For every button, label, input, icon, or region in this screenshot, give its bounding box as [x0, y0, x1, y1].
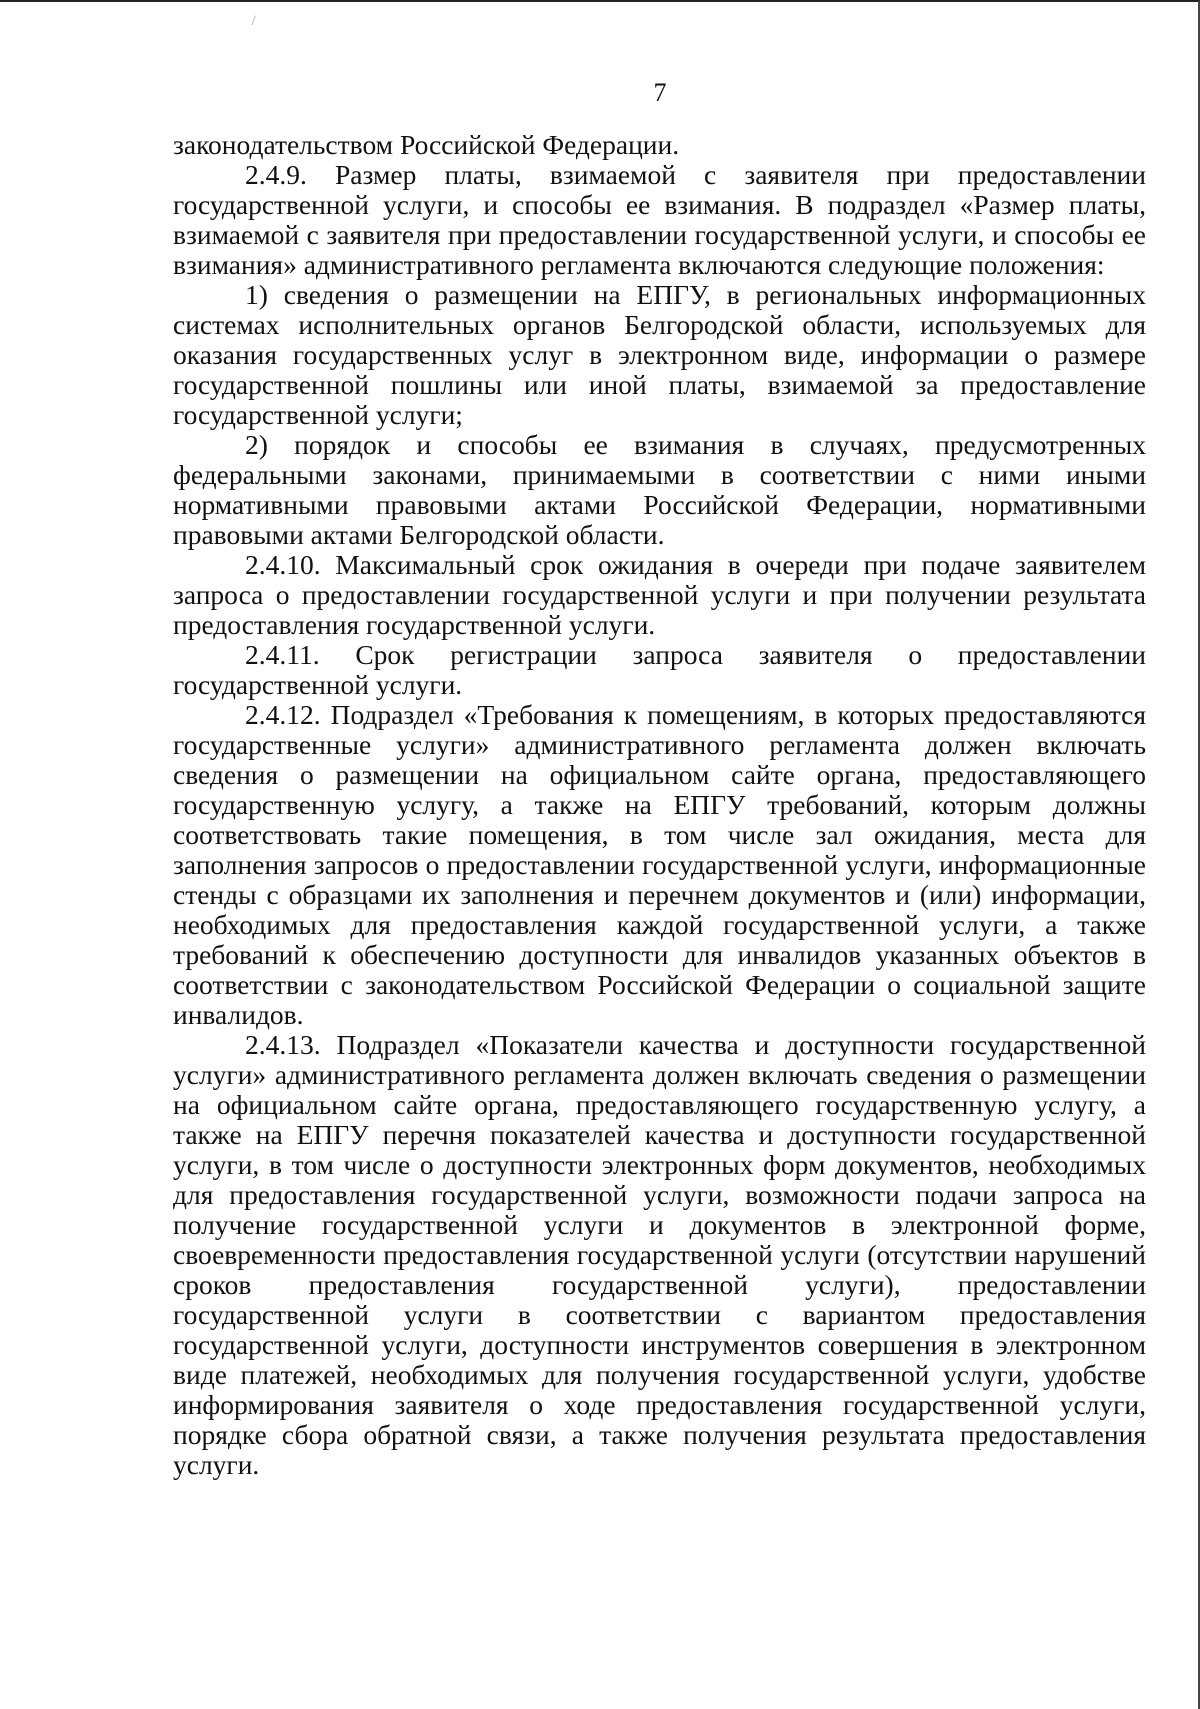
scan-artifact — [251, 15, 259, 26]
paragraph-2-4-11: 2.4.11. Срок регистрации запроса заявителя о предоставлении государственной услуги. — [173, 639, 1146, 700]
paragraph-2-4-13: 2.4.13. Подраздел «Показатели качества и доступности государственной услуги» административного регламента должен включать сведения о размещении на официальном сайте органа, предоставляющего государственную услугу, а также на ЕПГУ перечня показателей качества и доступности государственной услуги, в том числе о доступности электронных форм документов, необходимых для предоставления государственной услуги, возможности подачи запроса на получение государственной услуги и документов в электронной форме, своевременности предоставления государственной услуги (отсутствии нарушений сроков предоставления государственной услуги), предоставлении государственной услуги в соответствии с вариантом предоставления государственной услуги, доступности инструментов совершения в электронном виде платежей, необходимых для получения государственной услуги, удобстве информирования заявителя о ходе предоставления государственной услуги, порядке сбора обратной связи, а также получения результата предоставления услуги. — [173, 1029, 1146, 1480]
paragraph-2-4-9-item-2: 2) порядок и способы ее взимания в случаях, предусмотренных федеральными законами, принимаемыми в соответствии с ними иными нормативными правовыми актами Российской Федерации, нормативными правовыми актами Белгородской области. — [173, 429, 1146, 550]
paragraph-2-4-10: 2.4.10. Максимальный срок ожидания в очереди при подаче заявителем запроса о предоставлении государственной услуги и при получении результата предоставления государственной услуги. — [173, 549, 1146, 640]
paragraph-2-4-12: 2.4.12. Подраздел «Требования к помещениям, в которых предоставляются государственные услуги» административного регламента должен включать сведения о размещении на официальном сайте органа, предоставляющего государственную услугу, а также на ЕПГУ требований, которым должны соответствовать такие помещения, в том числе зал ожидания, места для заполнения запросов о предоставлении государственной услуги, информационные стенды с образцами их заполнения и перечнем документов и (или) информации, необходимых для предоставления каждой государственной услуги, а также требований к обеспечению доступности для инвалидов указанных объектов в соответствии с законодательством Российской Федерации о социальной защите инвалидов. — [173, 699, 1146, 1030]
paragraph-continuation: законодательством Российской Федерации. — [173, 129, 680, 160]
paragraph-2-4-9: 2.4.9. Размер платы, взимаемой с заявителя при предоставлении государственной услуги, и способы ее взимания. В подраздел «Размер платы, взимаемой с заявителя при предоставлении государственной услуги, и способы ее взимания» административного регламента включаются следующие положения: — [173, 159, 1146, 280]
page-number: 7 — [653, 78, 667, 107]
document-body — [173, 130, 1146, 1480]
paragraph-2-4-9-item-1: 1) сведения о размещении на ЕПГУ, в региональных информационных системах исполнительных органов Белгородской области, используемых для оказания государственных услуг в электронном виде, информации о размере государственной пошлины или иной платы, взимаемой за предоставление государственной услуги; — [173, 279, 1146, 430]
